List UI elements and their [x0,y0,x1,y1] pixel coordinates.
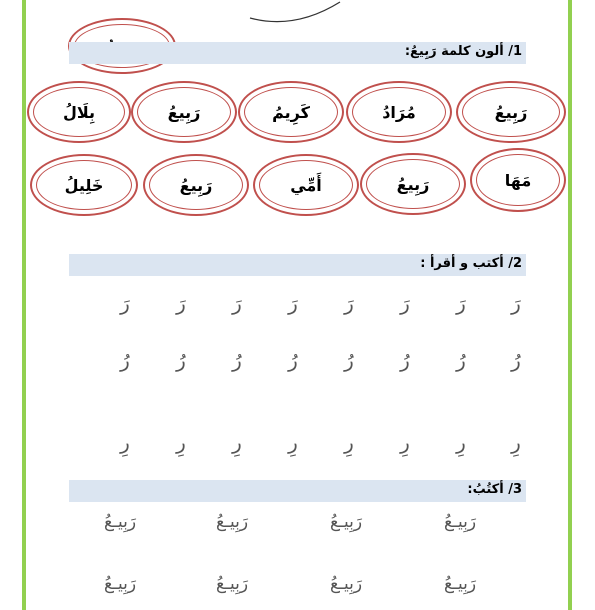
word-text: خَلِيلُ [64,175,104,195]
word-oval[interactable] [238,81,344,143]
word-text: رَبِيعُ [396,174,430,194]
trace-glyph: رِ [232,430,242,454]
trace-word: رَبِيـعُ [103,574,137,594]
trace-glyph: رِ [400,430,410,454]
trace-glyph: رِ [344,430,354,454]
trace-glyph: رُ [288,348,298,372]
word-oval[interactable] [143,154,249,216]
trace-glyph: رُ [232,348,242,372]
trace-glyph: رَ [288,291,298,315]
word-oval[interactable] [131,81,237,143]
section3-label: 3/ أكتُبُ: [467,482,522,497]
trace-glyph: رِ [456,430,466,454]
trace-glyph: رُ [120,348,130,372]
trace-glyph: رِ [288,430,298,454]
word-text: مُرَادُ [382,102,416,122]
trace-glyph: رَ [176,291,186,315]
trace-glyph: رَ [232,291,242,315]
page-border-left [22,0,26,610]
trace-word: رَبِيـعُ [215,512,249,532]
trace-word: رَبِيـعُ [329,574,363,594]
page-border-right [568,0,572,610]
section2-label: 2/ أكتب و أقرأ : [420,256,522,271]
word-oval[interactable] [253,154,359,216]
word-text: رَبِيعُ [167,102,201,122]
trace-word: رَبِيـعُ [443,512,477,532]
section2-header [69,254,526,276]
decorative-arc [240,0,360,30]
trace-word: رَبِيـعُ [215,574,249,594]
word-oval[interactable] [27,81,131,143]
trace-glyph: رُ [176,348,186,372]
section3-header [69,480,526,502]
trace-glyph: رَ [511,291,521,315]
trace-glyph: رُ [456,348,466,372]
word-oval[interactable] [346,81,452,143]
word-text: رَبِيعُ [179,175,213,195]
trace-glyph: رَ [120,291,130,315]
trace-word: رَبِيـعُ [103,512,137,532]
word-oval[interactable] [360,153,466,215]
trace-glyph: رَ [344,291,354,315]
word-text: رَبِيعُ [494,102,528,122]
word-text: بِلَالُ [62,102,96,122]
word-oval[interactable] [456,81,566,143]
section1-header [69,42,526,64]
word-oval[interactable] [30,154,138,216]
trace-glyph: رُ [344,348,354,372]
word-text: مَهَا [504,170,532,190]
trace-glyph: رُ [400,348,410,372]
word-oval[interactable] [470,148,566,212]
trace-glyph: رِ [176,430,186,454]
section1-label: 1/ ألون كلمة رَبِيعُ: [404,44,522,59]
trace-glyph: رُ [511,348,521,372]
trace-glyph: رَ [400,291,410,315]
trace-glyph: رِ [120,430,130,454]
word-text: أَمِّي [290,175,322,195]
trace-word: رَبِيـعُ [443,574,477,594]
trace-glyph: رِ [511,430,521,454]
word-text: كَرِيمُ [272,102,310,122]
trace-glyph: رَ [456,291,466,315]
trace-word: رَبِيـعُ [329,512,363,532]
